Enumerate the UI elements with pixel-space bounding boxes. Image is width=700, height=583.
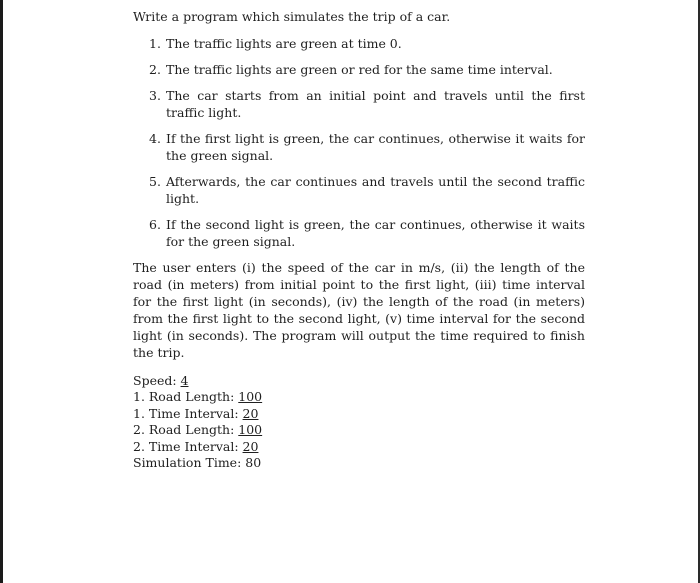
sample-label: Simulation Time: (133, 455, 246, 471)
step-number: 2. (149, 62, 161, 77)
sample-label: 2. Time Interval: (133, 438, 243, 454)
intro-text: Write a program which simulates the trip of a car. (133, 9, 451, 24)
list-item (133, 173, 585, 207)
sample-value: 20 (242, 405, 259, 421)
step-text: The traffic lights are green at time 0. (166, 36, 402, 51)
sample-row-simulation-time (133, 455, 262, 471)
sample-value: 4 (180, 373, 189, 388)
list-item (133, 216, 585, 250)
step-text: The traffic lights are green or red for the same time interval. (166, 62, 553, 77)
sample-row-road-length-1 (133, 389, 262, 405)
sample-row-speed (133, 373, 262, 389)
sample-output (133, 373, 262, 471)
step-text: If the first light is green, the car continues, otherwise it waits for the green signal. (166, 131, 585, 163)
sample-value: 20 (242, 438, 259, 454)
steps-list (133, 35, 585, 250)
sample-label: 1. Time Interval: (133, 405, 243, 421)
sample-value: 100 (238, 389, 263, 405)
step-number: 6. (149, 217, 161, 232)
step-text: Afterwards, the car continues and travels until the second traffic light. (166, 174, 585, 206)
list-item (133, 87, 585, 121)
sample-result: 80 (245, 455, 262, 471)
sample-label: Speed: (133, 373, 181, 388)
sample-row-time-interval-1 (133, 406, 262, 422)
left-border (0, 0, 3, 583)
step-text: The car starts from an initial point and travels until the first traffic light. (166, 88, 585, 120)
step-number: 5. (149, 174, 161, 189)
sample-label: 2. Road Length: (133, 422, 239, 438)
description-paragraph: The user enters (i) the speed of the car in m/s, (ii) the length of the road (in meters) from initial point to the first light, (iii) time interval for the first light (in seconds), (iv) the length of the road (in meters) from the first light to the second light, (v) time interval for the second light (in seconds). The program will output the time required to finish the trip. (133, 260, 585, 360)
list-item (133, 35, 585, 52)
sample-label: 1. Road Length: (133, 389, 239, 405)
list-item (133, 130, 585, 164)
problem-statement (133, 8, 585, 361)
step-text: If the second light is green, the car continues, otherwise it waits for the green signal. (166, 217, 585, 249)
sample-row-road-length-2 (133, 422, 262, 438)
list-item (133, 61, 585, 78)
sample-row-time-interval-2 (133, 439, 262, 455)
step-number: 1. (149, 36, 161, 51)
sample-value: 100 (238, 422, 263, 438)
step-number: 3. (149, 88, 161, 103)
step-number: 4. (149, 131, 161, 146)
